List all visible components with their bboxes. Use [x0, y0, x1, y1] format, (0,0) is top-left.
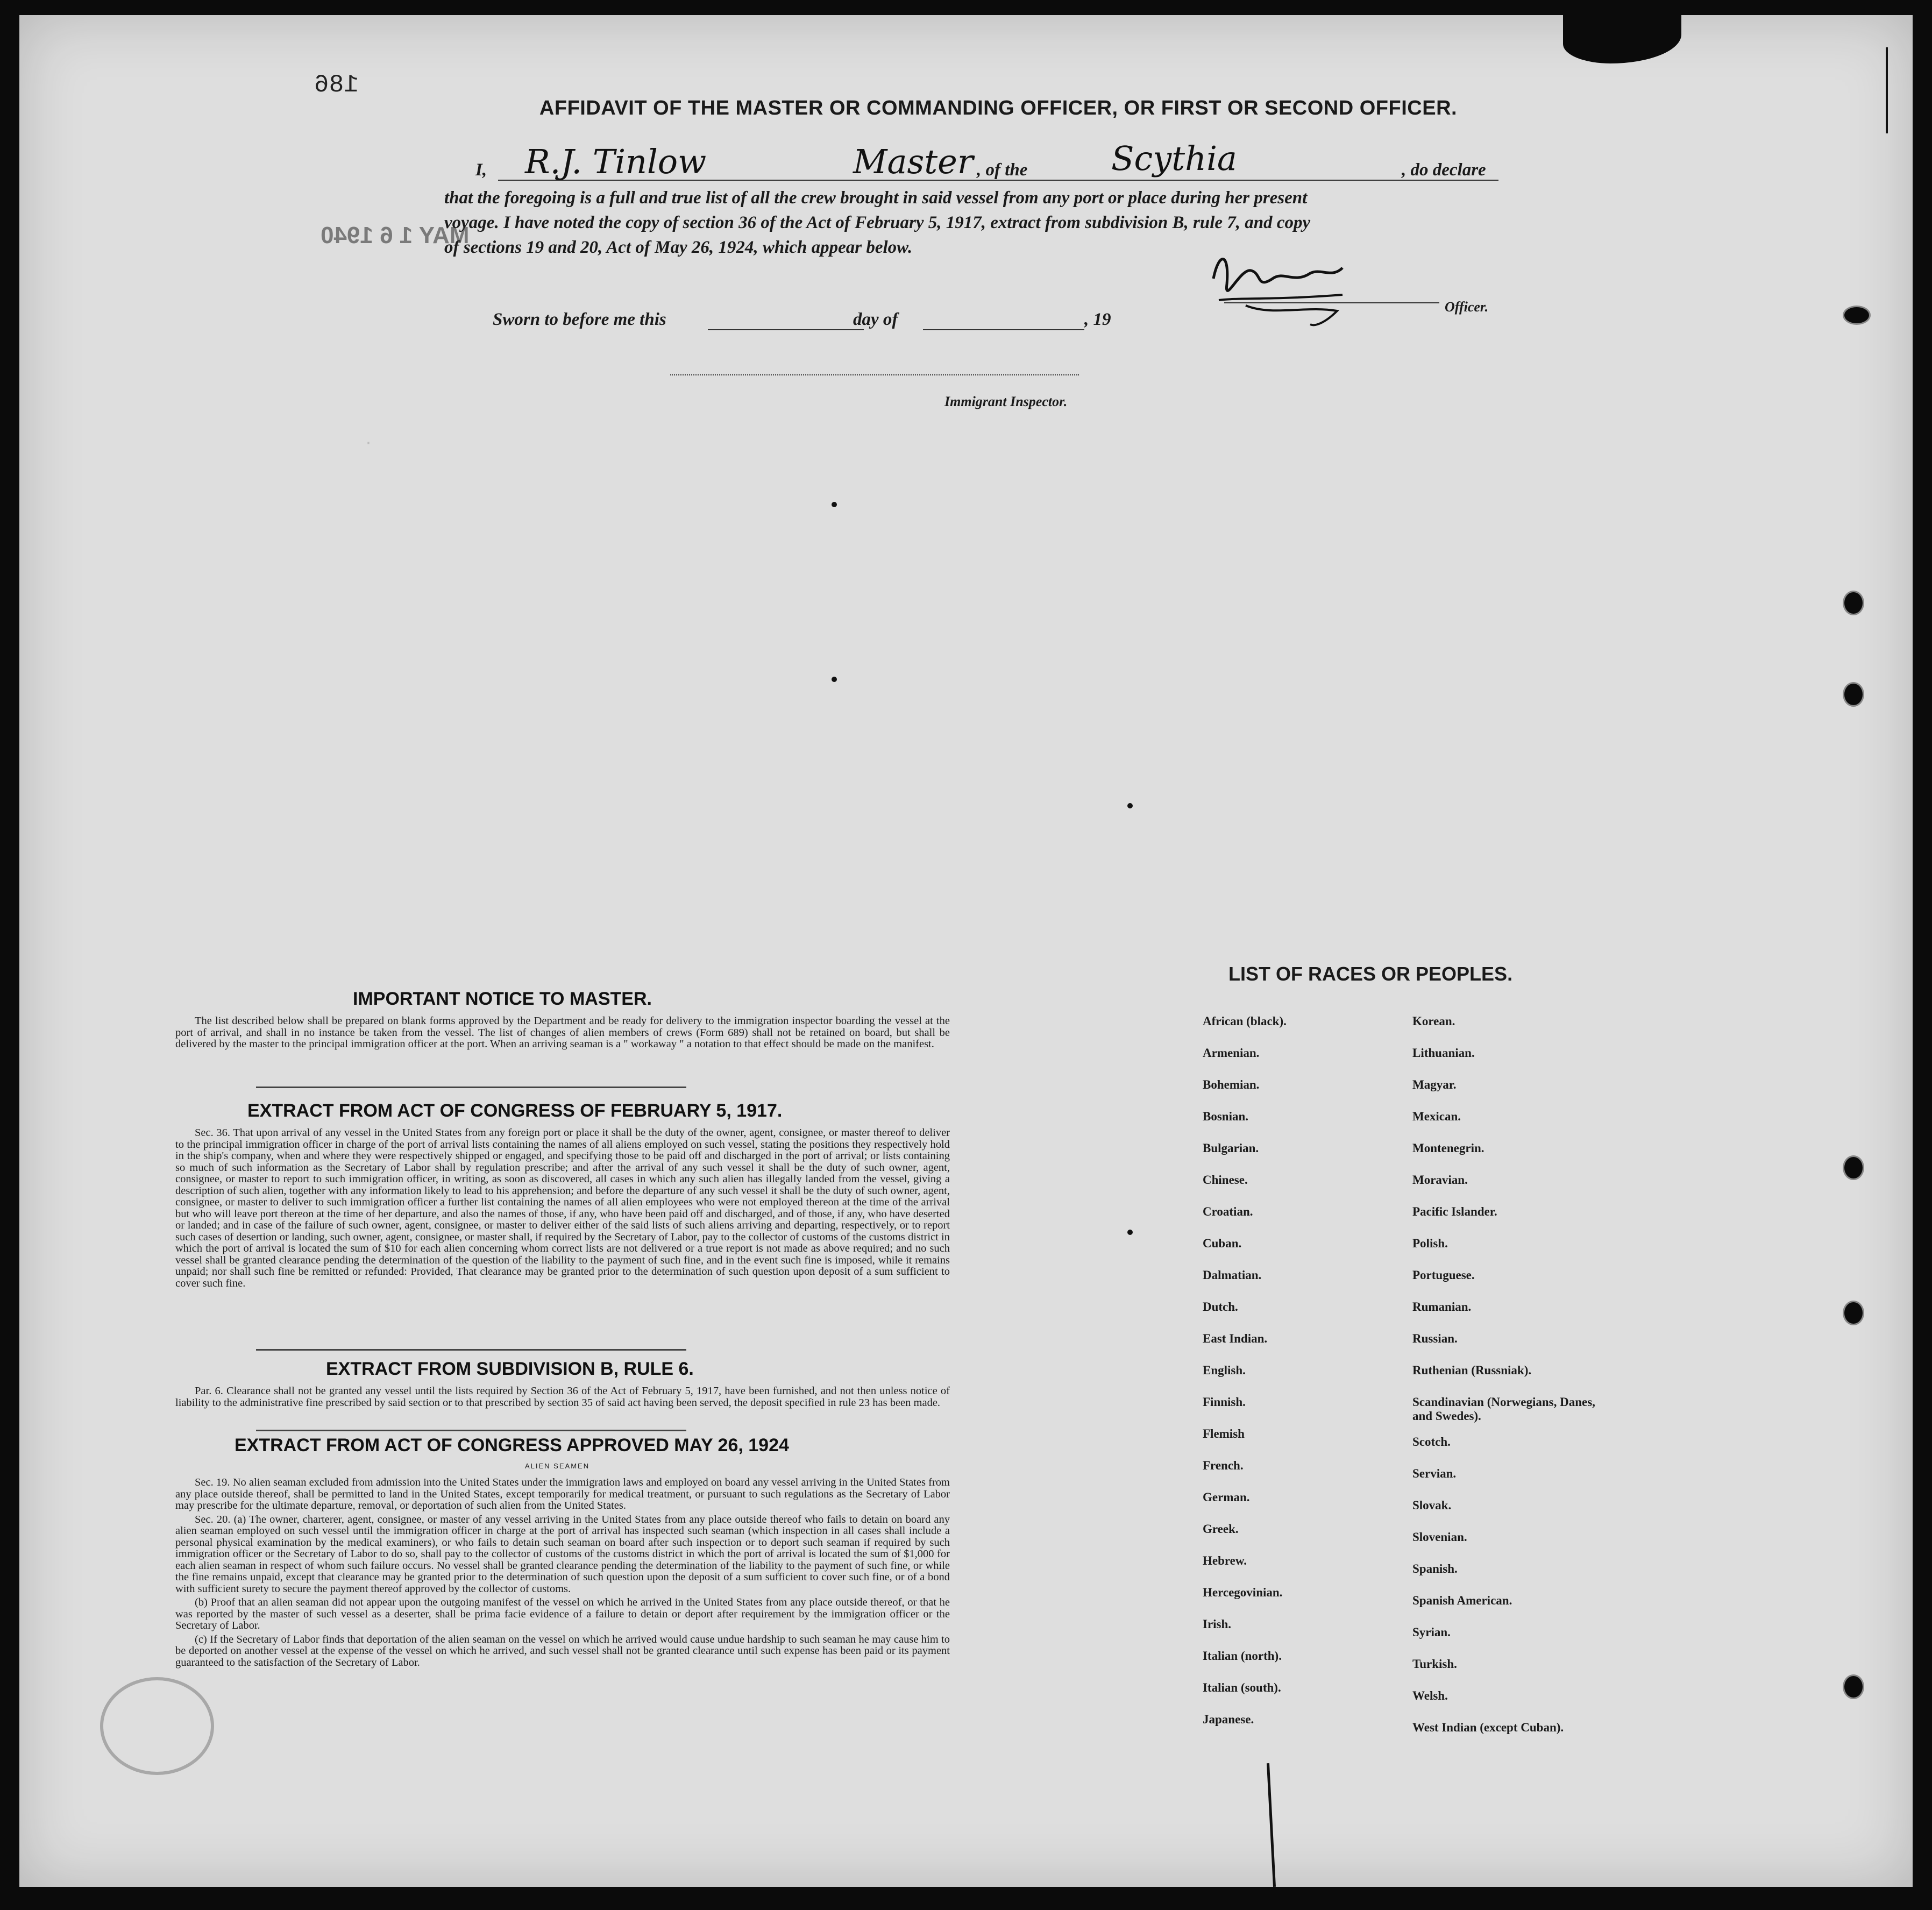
- race-item: Montenegrin.: [1412, 1141, 1484, 1155]
- race-item: Irish.: [1203, 1617, 1232, 1631]
- race-item: Chinese.: [1203, 1173, 1248, 1187]
- race-item: Korean.: [1412, 1014, 1455, 1028]
- notice-title: IMPORTANT NOTICE TO MASTER.: [353, 989, 652, 1009]
- race-item: Russian.: [1412, 1332, 1458, 1345]
- race-item: Finnish.: [1203, 1395, 1246, 1409]
- officer-underline: [1224, 302, 1439, 303]
- race-item: Rumanian.: [1412, 1300, 1472, 1313]
- notice-text: [175, 1016, 950, 1053]
- officer-label: Officer.: [1445, 299, 1489, 315]
- paper-crease: [1267, 1763, 1276, 1887]
- affidavit-line3: voyage. I have noted the copy of section 36 of the Act of February 5, 1917, extract from subdivision B, rule 7, and copy: [444, 213, 1311, 232]
- inspector-underline: [670, 374, 1079, 375]
- race-item: Japanese.: [1203, 1713, 1254, 1726]
- race-item: Scotch.: [1412, 1435, 1451, 1449]
- section-20c-paragraph: (c) If the Secretary of Labor finds that deportation of the alien seaman on the vessel on which he arrived would cause undue hardship to such seaman he may cause him to be deported on another vessel at the expense of the vessel on which he arrived, and such vessel shall not be granted clearance until such expense has been paid or its payment guaranteed to the satisfaction of the Secretary of Labor.: [175, 1633, 950, 1668]
- sworn-day-of: day of: [853, 310, 898, 329]
- section-20a-paragraph: Sec. 20. (a) The owner, charterer, agent, consignee, or master of any vessel arriving in the United States from any place outside thereof who fails to detain on board any alien seaman employed on such vessel until the immigration officer in charge at the port of arrival has inspected such seaman (which inspection in all cases shall include a personal physical examination by the medical examiners), or who fails to detain such seaman on board after such inspection or to deport such seaman if required by such immigration officer or the Secretary of Labor to do so, shall pay to the collector of customs of the customs district in which the port of arrival is located the sum of $1,000 for each alien seaman in respect of whom such failure occurs. No vessel shall be granted clearance pending the determination of the liability to the payment of such fine, or while the fine remains unpaid, except that clearance may be granted prior to the determination of such question upon the deposit of a sum sufficient to cover such fine, or of a bond with sufficient surety to secure the payment thereof approved by the collector of customs.: [175, 1513, 950, 1595]
- sworn-prefix: Sworn to before me this: [493, 310, 666, 329]
- affidavit-title: AFFIDAVIT OF THE MASTER OR COMMANDING OFFICER, OR FIRST OR SECOND OFFICER.: [539, 97, 1458, 119]
- affidavit-of-the: , of the: [977, 160, 1028, 180]
- race-item: Portuguese.: [1412, 1268, 1475, 1282]
- sworn-month-underline: [923, 329, 1084, 330]
- date-stamp: MAY 1 6 1940: [321, 222, 470, 248]
- race-item: Croatian.: [1203, 1205, 1253, 1218]
- ink-dot: [832, 502, 837, 507]
- document-sheet: · 186 MAY 1 6 1940 AFFIDAVIT OF THE MASTER OR COMMANDING OFFICER, OR FIRST OR SECOND OFFICER. I, R.J. Tinlow Master , of the Scythia , do declare that the foregoing is a full and true list of all the crew brought in said vessel from any port or place during her present voyage. I have noted the copy of section 36 of the Act of February 5, 1917, extract from subdivision B, rule 7, and copy of sections 19 and 20, Act of May 26, 1924, which appear below. Officer. Sworn to before me this day of , 19 Immigrant Inspector. IMPORTANT NOTICE TO MASTER. The list described below shall be prepared on blank forms approved by the Department and be ready for delivery to the immigration inspector boarding the vessel at the port of arrival, and shall in no instance be taken from the vessel. The list of changes of alien members of crews (Form 689) shall not be retained on board, but shall be delivered by the master to the principal immigration officer at the port. When an arriving seaman is a " workaway " a notation to that effect should be made on the manifest. EXTRACT FROM ACT OF CONGRESS OF FEBRUARY 5, 1917. Sec. 36. That upon arrival of any vessel in the United States from any foreign port or place it shall be the duty of the owner, agent, consignee, or master thereof to deliver to the principal immigration officer in charge of the port of arrival lists containing the names of all aliens employed on such vessel, stating the positions they respectively hold in the ship's company, when and where they were respectively shipped or engaged, and specifying those to be paid off and discharged in the port of arrival; or lists containing so much of such information as the Secretary of Labor shall by regulation prescribe; and after the arrival of any such vessel it shall be the duty of such owner, agent, consignee, or master to report to such immigration officer, in writing, as soon as discovered, all cases in which any such alien has illegally landed from the vessel, giving a description of such alien, together with any information likely to lead to his apprehension; and before the departure of any such vessel it shall be the duty of such owner, agent, consignee, or master to deliver to such immigration officer a further list containing the names of all alien employees who were not employed thereon at the time of the arrival but who will leave port thereon at the time of her departure, and also the names of those, if any, who have been paid off and discharged, and of those, if any, who have deserted or landed; and in case of the failure of such owner, agent, consignee, or master to deliver either of the said lists of such aliens arriving and departing, respectively, or to report such cases of desertion or landing, such owner, agent, consignee, or master shall, if required by the Secretary of Labor, pay to the collector of customs of the customs district in which the port of arrival is located the sum of $10 for each alien concerning whom correct lists are not delivered or a true report is not made as above required; and no such vessel shall be granted clearance pending the determination of the question of the liability to the payment of such fine, and in the event such fine is imposed, while it remains unpaid; nor shall such fine be remitted or refunded: Provided, That clearance may be granted prior to the determination of such question upon deposit of a sum sufficient to cover such fine. EXTRACT FROM SUBDIVISION B, RULE 6. Par. 6. Clearance shall not be granted any vessel until the lists required by Section 36 of the Act of February 5, 1917, have been furnished, and not then unless notice of liability to the administrative fine prescribed by said section or to that prescribed by section 35 of said act having been served, the deposit specified in rule 23 has been made. EXTRACT FROM ACT OF CONGRESS APPROVED MAY 26, 1924 ALIEN SEAMEN Sec. 19. No alien seaman excluded from admission into the United States under the immigration laws and employed on board any vessel arriving in the United States from any place outside thereof, shall be permitted to land in the United States, except temporarily for medical treatment, or pursuant to such regulations as the Secretary of Labor may prescribe for the ultimate departure, removal, or deportation of such alien from the United States. Sec. 20. (a) The owner, charterer, agent, consignee, or master of any vessel arriving in the United States from any place outside thereof who fails to detain on board any alien seaman employed on such vessel until the immigration officer in charge at the port of arrival has inspected such seaman (which inspection in all cases shall include a personal physical examination by the medical examiners), or who fails to detain such seaman on board after such inspection or to deport such seaman if required by such immigration officer or the Secretary of Labor to do so, shall pay to the collector of customs of the customs district in which the port of arrival is located the sum of $1,000 for each alien seaman in respect of whom such failure occurs. No vessel shall be granted clearance pending the determination of the liability to the payment of such fine, or while the fine remains unpaid, except that clearance may be granted prior to the determination of such question upon the deposit of a sum sufficient to cover such fine, or of a bond with sufficient surety to secure the payment thereof approved by the collector of customs. (b) Proof that an alien seaman did not appear upon the outgoing manifest of the vessel on which he arrived in the United States from any place outside thereof, or that he was reported by the master of such vessel as a deserter, shall be prima facie evidence of a failure to detain or deport after requirement by the immigration officer or the Secretary of Labor. (c) If the Secretary of Labor finds that deportation of the alien seaman on the vessel on which he arrived would cause undue hardship to such seaman he may cause him to be deported on another vessel at the expense of the vessel on which he arrived, and such vessel shall not be granted clearance until such expense has been paid or its payment guaranteed to the satisfaction of the Secretary of Labor. LIST OF RACES OR PEOPLES. African (black). Armenian. Bohemian. Bosnian. Bulgarian. Chinese. Croatian. Cuban. Dalmatian. Dutch. East Indian. English. Finnish. Flemish French. German. Greek. Hebrew. Hercegovinian. Irish. Italian (north). Italian (south). Japanese. Korean. Lithuanian. Magyar. Mexican. Montenegrin. Moravian. Pacific Islander. Polish. Portuguese. Rumanian. Russian. Ruthenian (Russniak). Scandinavian (Norwegians, Danes, and Swedes). Scotch. Servian. Slovak. Slovenian. Spanish. Spanish American. Syrian. Turkish. Welsh. West Indian (except Cuban).: [19, 15, 1913, 1887]
- role-handwriting: Master: [853, 142, 974, 181]
- page-number: 186: [314, 71, 359, 99]
- race-item: Italian (north).: [1203, 1649, 1282, 1663]
- section-19-paragraph: Sec. 19. No alien seaman excluded from admission into the United States under the immigration laws and employed on board any vessel arriving in the United States from any place outside thereof, shall be permitted to land in the United States, except temporarily for medical treatment, or pursuant to such regulations as the Secretary of Labor may prescribe for the ultimate departure, removal, or deportation of such alien from the United States.: [175, 1476, 950, 1511]
- race-item: Bosnian.: [1203, 1110, 1249, 1123]
- race-item: Spanish.: [1412, 1562, 1458, 1575]
- race-item: Lithuanian.: [1412, 1046, 1475, 1060]
- race-item: Dutch.: [1203, 1300, 1238, 1313]
- race-item: Armenian.: [1203, 1046, 1260, 1060]
- binder-hole: [1843, 1301, 1864, 1325]
- rule-6-paragraph: Par. 6. Clearance shall not be granted any vessel until the lists required by Section 36 of the Act of February 5, 1917, have been furnished, and not then unless notice of liability to the administrative fine prescribed by said section or to that prescribed by section 35 of said act having been served, the deposit specified in rule 23 has been made.: [175, 1385, 950, 1409]
- sworn-day-underline: [708, 329, 864, 330]
- race-item: East Indian.: [1203, 1332, 1268, 1345]
- race-item: Hercegovinian.: [1203, 1586, 1283, 1599]
- race-item: Pacific Islander.: [1412, 1205, 1497, 1218]
- binder-hole: [1843, 682, 1864, 707]
- race-item: Dalmatian.: [1203, 1268, 1262, 1282]
- affidavit-line4: of sections 19 and 20, Act of May 26, 1924, which appear below.: [444, 238, 913, 257]
- race-item: Turkish.: [1412, 1657, 1457, 1671]
- sworn-year: , 19: [1084, 310, 1111, 329]
- rule-6-text: [175, 1386, 950, 1411]
- race-item: Syrian.: [1412, 1625, 1451, 1639]
- race-item: Spanish American.: [1412, 1594, 1512, 1607]
- race-item: Welsh.: [1412, 1689, 1448, 1702]
- binder-hole: [1843, 591, 1864, 615]
- divider: [256, 1430, 686, 1431]
- race-item: Servian.: [1412, 1467, 1457, 1480]
- race-item: West Indian (except Cuban).: [1412, 1721, 1564, 1734]
- inspector-label: Immigrant Inspector.: [944, 394, 1068, 409]
- extract-1917-title: EXTRACT FROM ACT OF CONGRESS OF FEBRUARY 5, 1917.: [247, 1100, 783, 1121]
- binder-hole: [1843, 1674, 1864, 1699]
- races-title: LIST OF RACES OR PEOPLES.: [1228, 963, 1513, 985]
- race-item: Slovenian.: [1412, 1530, 1467, 1544]
- affidavit-line2: that the foregoing is a full and true list of all the crew brought in said vessel from any port or place during her present: [444, 188, 1308, 208]
- race-item: Italian (south).: [1203, 1681, 1281, 1694]
- vessel-name-handwriting: Scythia: [1111, 139, 1237, 178]
- ink-dot: [1127, 1230, 1133, 1235]
- race-item: Moravian.: [1412, 1173, 1468, 1187]
- race-item: Slovak.: [1412, 1499, 1452, 1512]
- race-item: Ruthenian (Russniak).: [1412, 1364, 1532, 1377]
- race-item: Bohemian.: [1203, 1078, 1260, 1091]
- section-20b-paragraph: (b) Proof that an alien seaman did not appear upon the outgoing manifest of the vessel on which he arrived in the United States from any place outside thereof, or that he was reported by the master of such vessel as a deserter, shall be prima facie evidence of a failure to detain or deport after requirement by the immigration officer or the Secretary of Labor.: [175, 1596, 950, 1631]
- alien-seamen-subtitle: ALIEN SEAMEN: [525, 1462, 590, 1470]
- master-signature: [1208, 246, 1348, 327]
- extract-1924-text: [175, 1477, 950, 1671]
- paper-crease: [1886, 47, 1888, 133]
- extract-1924-title: EXTRACT FROM ACT OF CONGRESS APPROVED MAY 26, 1924: [235, 1435, 789, 1455]
- race-item: German.: [1203, 1490, 1250, 1504]
- race-item: Flemish: [1203, 1427, 1245, 1440]
- rule-6-title: EXTRACT FROM SUBDIVISION B, RULE 6.: [326, 1359, 694, 1379]
- ink-dot: [832, 677, 837, 682]
- master-name-handwriting: R.J. Tinlow: [525, 142, 707, 181]
- affidavit-do-declare: , do declare: [1402, 160, 1486, 180]
- torn-corner: [1563, 15, 1681, 63]
- race-item: Bulgarian.: [1203, 1141, 1259, 1155]
- race-item: English.: [1203, 1364, 1246, 1377]
- race-item: Magyar.: [1412, 1078, 1457, 1091]
- extract-1917-text: [175, 1127, 950, 1291]
- notice-paragraph: The list described below shall be prepared on blank forms approved by the Department and be ready for delivery to the immigration inspector boarding the vessel at the port of arrival, and shall in no instance be taken from the vessel. The list of changes of alien members of crews (Form 689) shall not be retained on board, but shall be delivered by the master to the principal immigration officer at the port. When an arriving seaman is a " workaway " a notation to that effect should be made on the manifest.: [175, 1015, 950, 1050]
- race-item: Greek.: [1203, 1522, 1239, 1536]
- section-36-paragraph: Sec. 36. That upon arrival of any vessel in the United States from any foreign port or place it shall be the duty of the owner, agent, consignee, or master thereof to deliver to the principal immigration officer in charge of the port of arrival lists containing the names of all aliens employed on such vessel, stating the positions they respectively hold in the ship's company, when and where they were respectively shipped or engaged, and specifying those to be paid off and discharged in the port of arrival; or lists containing so much of such information as the Secretary of Labor shall by regulation prescribe; and after the arrival of any such vessel it shall be the duty of such owner, agent, consignee, or master to report to such immigration officer, in writing, as soon as discovered, all cases in which any such alien has illegally landed from the vessel, giving a description of such alien, together with any information likely to lead to his apprehension; and before the departure of any such vessel it shall be the duty of such owner, agent, consignee, or master to deliver to such immigration officer a further list containing the names of all alien employees who were not employed thereon at the time of the arrival but who will leave port thereon at the time of her departure, and also the names of those, if any, who have been paid off and discharged, and of those, if any, who have deserted or landed; and in case of the failure of such owner, agent, consignee, or master to deliver either of the said lists of such aliens arriving and departing, respectively, or to report such cases of desertion or landing, such owner, agent, consignee, or master shall, if required by the Secretary of Labor, pay to the collector of customs of the customs district in which the port of arrival is located the sum of $10 for each alien concerning whom correct lists are not delivered or a true report is not made as above required; and no such vessel shall be granted clearance pending the determination of the question of the liability to the payment of such fine, and in the event such fine is imposed, while it remains unpaid; nor shall such fine be remitted or refunded: Provided, That clearance may be granted prior to the determination of such question upon deposit of a sum sufficient to cover such fine.: [175, 1127, 950, 1289]
- divider: [256, 1087, 686, 1088]
- faint-circular-stamp: [100, 1677, 214, 1775]
- race-item: French.: [1203, 1459, 1244, 1472]
- race-item: Polish.: [1412, 1237, 1448, 1250]
- race-item: Hebrew.: [1203, 1554, 1247, 1567]
- race-item: Cuban.: [1203, 1237, 1242, 1250]
- race-item: Mexican.: [1412, 1110, 1461, 1123]
- race-item: African (black).: [1203, 1014, 1287, 1028]
- binder-hole: [1843, 1155, 1864, 1180]
- race-item: Scandinavian (Norwegians, Danes, and Swedes).: [1412, 1395, 1595, 1423]
- binder-hole: [1843, 306, 1871, 325]
- divider: [256, 1349, 686, 1351]
- ink-dot: [1127, 803, 1133, 808]
- affidavit-line1-prefix: I,: [475, 160, 487, 180]
